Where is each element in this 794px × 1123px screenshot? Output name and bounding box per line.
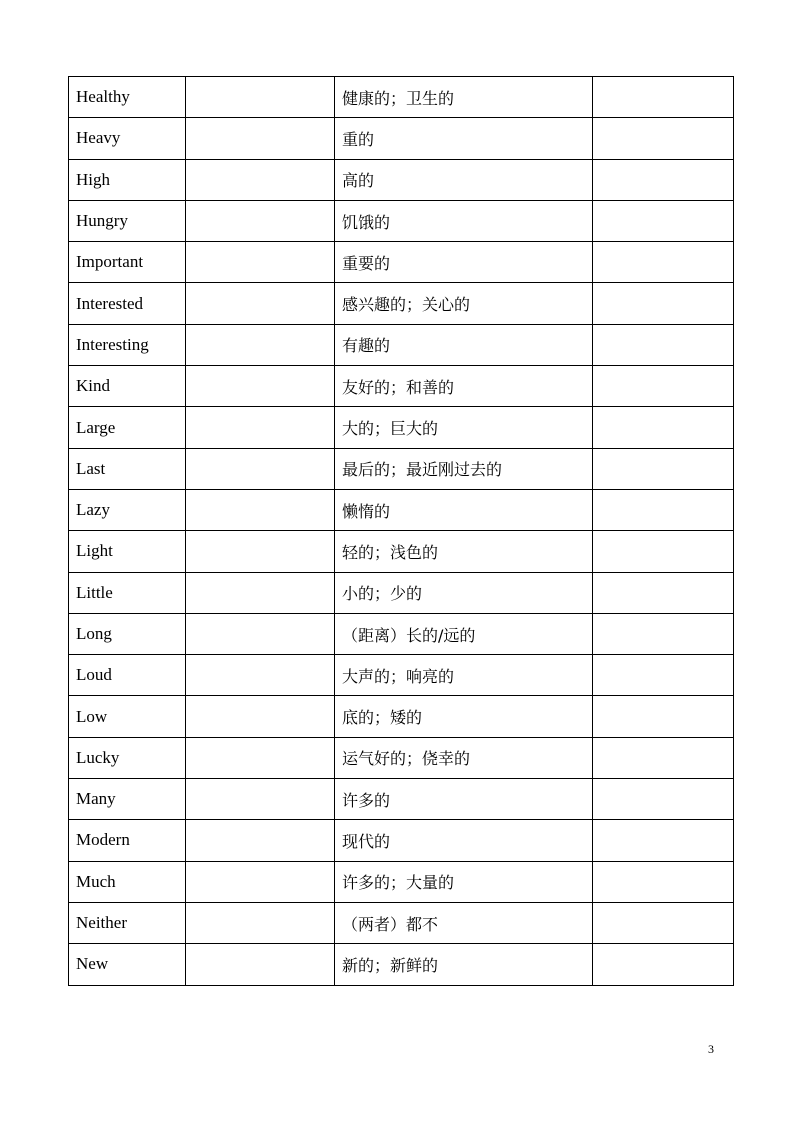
- chinese-meaning-cell: 许多的: [335, 779, 593, 820]
- english-word-cell: Last: [69, 448, 186, 489]
- chinese-meaning-cell: 最后的；最近刚过去的: [335, 448, 593, 489]
- blank-cell: [186, 366, 335, 407]
- english-word-cell: Lazy: [69, 489, 186, 530]
- chinese-meaning-cell: 高的: [335, 159, 593, 200]
- chinese-meaning-cell: 轻的；浅色的: [335, 531, 593, 572]
- chinese-meaning-cell: 现代的: [335, 820, 593, 861]
- table-row: [69, 407, 734, 448]
- blank-cell: [593, 779, 734, 820]
- english-word-cell: Important: [69, 242, 186, 283]
- english-word-cell: New: [69, 944, 186, 985]
- english-word-cell: Little: [69, 572, 186, 613]
- blank-cell: [186, 861, 335, 902]
- blank-cell: [186, 531, 335, 572]
- blank-cell: [593, 902, 734, 943]
- table-row: [69, 902, 734, 943]
- chinese-meaning-cell: 健康的；卫生的: [335, 77, 593, 118]
- english-word-cell: Interesting: [69, 324, 186, 365]
- blank-cell: [593, 572, 734, 613]
- blank-cell: [186, 944, 335, 985]
- table-row: [69, 283, 734, 324]
- table-row: [69, 696, 734, 737]
- english-word-cell: Healthy: [69, 77, 186, 118]
- english-word-cell: Heavy: [69, 118, 186, 159]
- vocabulary-table: [68, 76, 734, 986]
- table-row: [69, 242, 734, 283]
- blank-cell: [593, 407, 734, 448]
- blank-cell: [186, 448, 335, 489]
- english-word-cell: Much: [69, 861, 186, 902]
- blank-cell: [593, 77, 734, 118]
- english-word-cell: Neither: [69, 902, 186, 943]
- blank-cell: [593, 861, 734, 902]
- table-row: [69, 655, 734, 696]
- chinese-meaning-cell: 小的；少的: [335, 572, 593, 613]
- blank-cell: [186, 118, 335, 159]
- table-row: [69, 613, 734, 654]
- english-word-cell: Light: [69, 531, 186, 572]
- blank-cell: [186, 655, 335, 696]
- chinese-meaning-cell: 友好的；和善的: [335, 366, 593, 407]
- table-row: [69, 531, 734, 572]
- table-row: [69, 448, 734, 489]
- table-row: [69, 779, 734, 820]
- english-word-cell: Kind: [69, 366, 186, 407]
- english-word-cell: Interested: [69, 283, 186, 324]
- table-row: [69, 200, 734, 241]
- english-word-cell: Long: [69, 613, 186, 654]
- chinese-meaning-cell: 大声的；响亮的: [335, 655, 593, 696]
- blank-cell: [593, 283, 734, 324]
- chinese-meaning-cell: 感兴趣的；关心的: [335, 283, 593, 324]
- table-row: [69, 861, 734, 902]
- blank-cell: [186, 613, 335, 654]
- table-row: [69, 737, 734, 778]
- blank-cell: [186, 324, 335, 365]
- chinese-meaning-cell: 重要的: [335, 242, 593, 283]
- blank-cell: [593, 531, 734, 572]
- blank-cell: [593, 242, 734, 283]
- english-word-cell: High: [69, 159, 186, 200]
- english-word-cell: Large: [69, 407, 186, 448]
- english-word-cell: Loud: [69, 655, 186, 696]
- blank-cell: [186, 283, 335, 324]
- blank-cell: [593, 366, 734, 407]
- blank-cell: [593, 200, 734, 241]
- page-number: 3: [708, 1042, 714, 1056]
- blank-cell: [186, 902, 335, 943]
- table-row: [69, 572, 734, 613]
- chinese-meaning-cell: 许多的；大量的: [335, 861, 593, 902]
- table-row: [69, 489, 734, 530]
- english-word-cell: Hungry: [69, 200, 186, 241]
- blank-cell: [186, 200, 335, 241]
- chinese-meaning-cell: 懒惰的: [335, 489, 593, 530]
- table-row: [69, 366, 734, 407]
- chinese-meaning-cell: 大的；巨大的: [335, 407, 593, 448]
- blank-cell: [186, 737, 335, 778]
- table-row: [69, 159, 734, 200]
- chinese-meaning-cell: （距离）长的/远的: [335, 613, 593, 654]
- blank-cell: [186, 820, 335, 861]
- chinese-meaning-cell: 有趣的: [335, 324, 593, 365]
- chinese-meaning-cell: 运气好的；侥幸的: [335, 737, 593, 778]
- table-row: [69, 944, 734, 985]
- table-row: [69, 324, 734, 365]
- blank-cell: [186, 696, 335, 737]
- chinese-meaning-cell: 新的；新鲜的: [335, 944, 593, 985]
- table-row: [69, 77, 734, 118]
- english-word-cell: Many: [69, 779, 186, 820]
- table-row: [69, 118, 734, 159]
- chinese-meaning-cell: 重的: [335, 118, 593, 159]
- blank-cell: [593, 489, 734, 530]
- blank-cell: [186, 159, 335, 200]
- english-word-cell: Low: [69, 696, 186, 737]
- table-row: [69, 820, 734, 861]
- blank-cell: [593, 324, 734, 365]
- blank-cell: [593, 118, 734, 159]
- blank-cell: [593, 159, 734, 200]
- blank-cell: [186, 407, 335, 448]
- blank-cell: [186, 77, 335, 118]
- vocabulary-table-body: [69, 77, 734, 986]
- blank-cell: [593, 820, 734, 861]
- blank-cell: [593, 737, 734, 778]
- chinese-meaning-cell: 底的；矮的: [335, 696, 593, 737]
- blank-cell: [186, 572, 335, 613]
- chinese-meaning-cell: 饥饿的: [335, 200, 593, 241]
- blank-cell: [186, 489, 335, 530]
- blank-cell: [593, 655, 734, 696]
- chinese-meaning-cell: （两者）都不: [335, 902, 593, 943]
- blank-cell: [186, 779, 335, 820]
- english-word-cell: Modern: [69, 820, 186, 861]
- blank-cell: [593, 696, 734, 737]
- blank-cell: [186, 242, 335, 283]
- english-word-cell: Lucky: [69, 737, 186, 778]
- blank-cell: [593, 448, 734, 489]
- blank-cell: [593, 944, 734, 985]
- blank-cell: [593, 613, 734, 654]
